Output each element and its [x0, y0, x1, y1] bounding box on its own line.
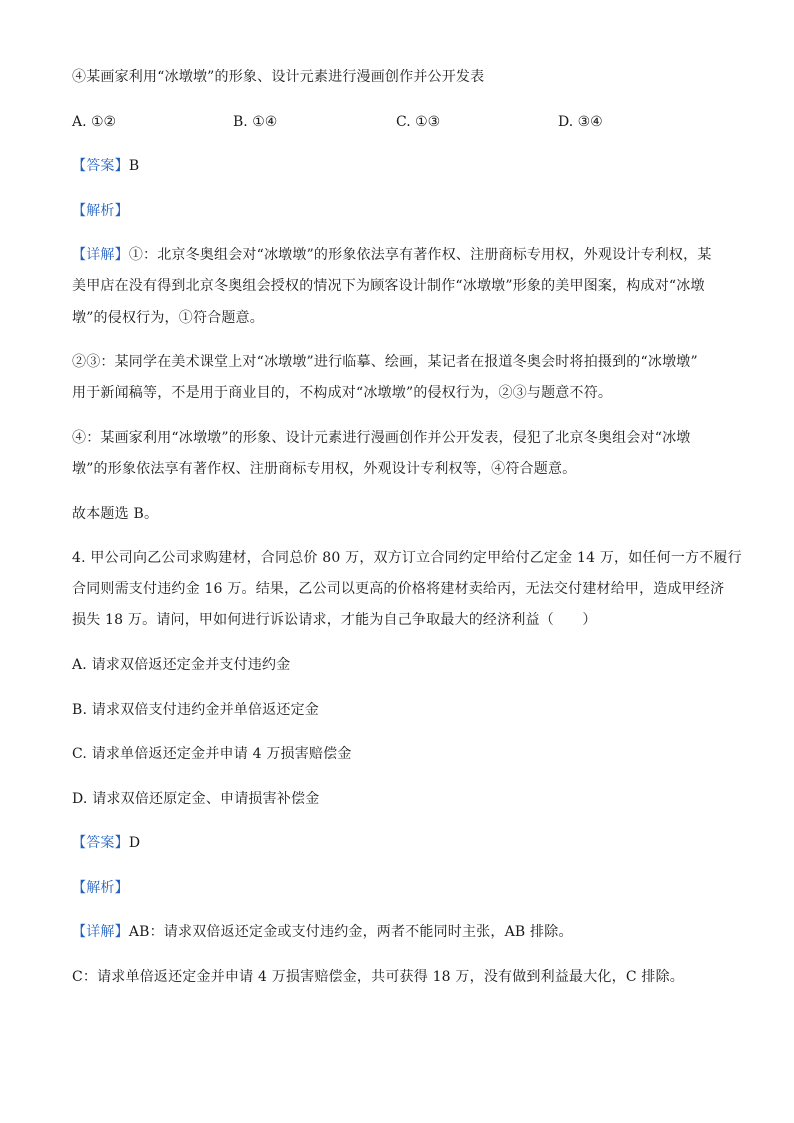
q3-option-a: A. ①②	[72, 114, 117, 130]
detail-text: AB：请求双倍返还定金或支付违约金，两者不能同时主张，AB 排除。	[128, 924, 573, 940]
q3-detail-line-7: 墩”的形象依法享有著作权、注册商标专用权，外观设计专利权等，④符合题意。	[72, 461, 577, 477]
q3-option-c: C. ①③	[396, 114, 441, 130]
analysis-tag: 【解析】	[72, 880, 129, 896]
detail-tag: 【详解】	[72, 247, 129, 263]
q4-option-d: D. 请求双倍还原定金、申请损害补偿金	[72, 791, 320, 807]
q4-stem-line-3: 损失 18 万。请问，甲如何进行诉讼请求，才能为自己争取最大的经济利益（ ）	[72, 612, 597, 628]
analysis-tag: 【解析】	[72, 203, 129, 219]
q3-conclusion: 故本题选 B。	[72, 506, 159, 522]
answer-value: B	[128, 158, 140, 174]
q3-detail-line-5: 用于新闻稿等，不是用于商业目的，不构成对“冰墩墩”的侵权行为，②③与题意不符。	[72, 385, 613, 401]
q4-detail-line-1	[72, 923, 727, 941]
q3-detail-line-2: 美甲店在没有得到北京冬奥组会授权的情况下为顾客设计制作“冰墩墩”形象的美甲图案，构成对“冰墩	[72, 278, 705, 294]
q4-analysis-heading	[72, 879, 727, 897]
q3-detail-line-6: ④：某画家利用“冰墩墩”的形象、设计元素进行漫画创作并公开发表，侵犯了北京冬奥组会对“冰墩	[72, 430, 691, 446]
q4-stem-line-1: 4. 甲公司向乙公司求购建材，合同总价 80 万，双方订立合同约定甲给付乙定金 14 万，如任何一方不履行	[72, 550, 742, 566]
q3-detail-line-1	[72, 246, 727, 264]
detail-tag: 【详解】	[72, 924, 129, 940]
q3-answer	[72, 157, 727, 175]
q3-option-d: D. ③④	[558, 114, 603, 130]
q4-option-c: C. 请求单倍返还定金并申请 4 万损害赔偿金	[72, 746, 352, 762]
answer-tag: 【答案】	[72, 835, 129, 851]
q4-stem-line-2: 合同则需支付违约金 16 万。结果，乙公司以更高的价格将建材卖给丙，无法交付建材给甲，造成甲经济	[72, 581, 725, 597]
q3-item-4: ④某画家利用“冰墩墩”的形象、设计元素进行漫画创作并公开发表	[72, 69, 485, 85]
q3-detail-line-4: ②③：某同学在美术课堂上对“冰墩墩”进行临摹、绘画，某记者在报道冬奥会时将拍摄到的“冰墩墩”	[72, 354, 698, 370]
q3-analysis-heading	[72, 202, 727, 220]
q4-option-a: A. 请求双倍返还定金并支付违约金	[72, 657, 291, 673]
detail-text: ①：北京冬奥组会对“冰墩墩”的形象依法享有著作权、注册商标专用权，外观设计专利权，某	[128, 247, 712, 263]
answer-value: D	[128, 835, 141, 851]
q3-option-b: B. ①④	[233, 114, 278, 130]
q4-answer	[72, 834, 727, 852]
q4-detail-line-2: C：请求单倍返还定金并申请 4 万损害赔偿金，共可获得 18 万，没有做到利益最大化，C 排除。	[72, 969, 684, 985]
q4-option-b: B. 请求双倍支付违约金并单倍返还定金	[72, 702, 319, 718]
answer-tag: 【答案】	[72, 158, 129, 174]
q3-detail-line-3: 墩”的侵权行为，①符合题意。	[72, 310, 264, 326]
